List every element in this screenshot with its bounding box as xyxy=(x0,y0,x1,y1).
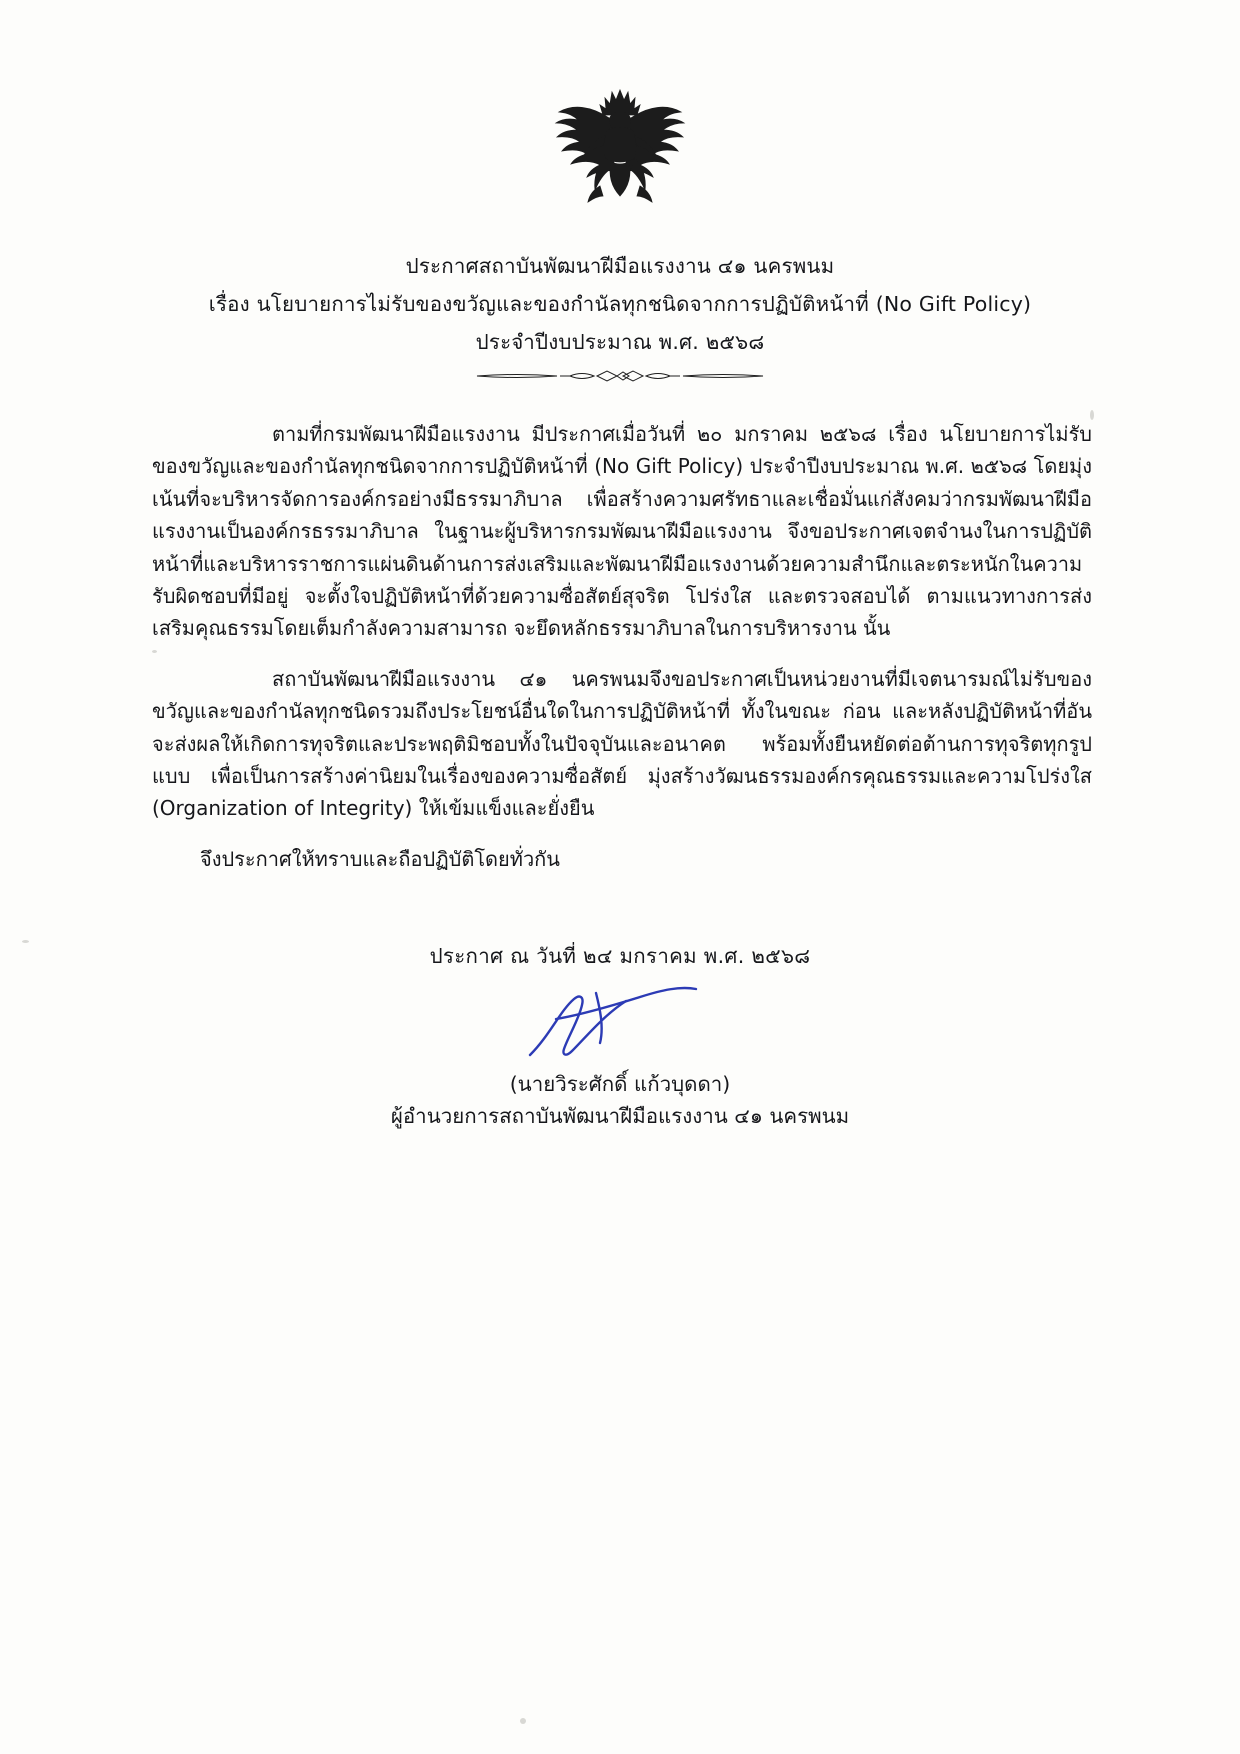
scan-speck xyxy=(152,650,157,653)
emblem-container xyxy=(0,78,1240,228)
closing-statement: จึงประกาศให้ทราบและถือปฏิบัติโดยทั่วกัน xyxy=(200,846,560,871)
divider xyxy=(0,368,1240,384)
signer-title: ผู้อำนวยการสถาบันพัฒนาฝีมือแรงงาน ๔๑ นครพนม xyxy=(390,1104,850,1128)
signer-name: (นายวิระศักดิ์ แก้วบุดดา) xyxy=(509,1072,731,1096)
announcement-date: ประกาศ ณ วันที่ ๒๔ มกราคม พ.ศ. ๒๕๖๘ xyxy=(429,944,811,968)
heading-line-3: ประจำปีงบประมาณ พ.ศ. ๒๕๖๘ xyxy=(475,329,765,354)
scan-speck xyxy=(1090,410,1094,420)
document-body xyxy=(152,418,1092,893)
scan-speck xyxy=(22,940,29,943)
paragraph-1: ตามที่กรมพัฒนาฝีมือแรงงาน มีประกาศเมื่อวันที่ ๒๐ มกราคม ๒๕๖๘ เรื่อง นโยบายการไม่รับของขวัญและของกำนัลทุกชนิดจากการปฏิบัติหน้าที่ (No Gift Policy) ประจำปีงบประมาณ พ.ศ. ๒๕๖๘ โดยมุ่งเน้นที่จะบริหารจัดการองค์กรอย่างมีธรรมาภิบาล เพื่อสร้างความศรัทธาและเชื่อมั่นแก่สังคมว่ากรมพัฒนาฝีมือแรงงานเป็นองค์กรธรรมาภิบาล ในฐานะผู้บริหารกรมพัฒนาฝีมือแรงงาน จึงขอประกาศเจตจำนงในการปฏิบัติหน้าที่และบริหารราชการแผ่นดินด้านการส่งเสริมและพัฒนาฝีมือแรงงานด้วยความสำนึกและตระหนักในความรับผิดชอบที่มีอยู่ จะตั้งใจปฏิบัติหน้าที่ด้วยความซื่อสัตย์สุจริต โปร่งใส และตรวจสอบได้ ตามแนวทางการส่งเสริมคุณธรรมโดยเต็มกำลังความสามารถ จะยึดหลักธรรมาภิบาลในการบริหารงาน นั้น xyxy=(152,422,1092,641)
signature-container xyxy=(0,975,1240,1070)
handwritten-signature-icon xyxy=(500,975,740,1070)
heading-line-1: ประกาศสถาบันพัฒนาฝีมือแรงงาน ๔๑ นครพนม xyxy=(405,254,835,278)
scan-speck xyxy=(520,1718,526,1724)
paragraph-2: สถาบันพัฒนาฝีมือแรงงาน ๔๑ นครพนมจึงขอประกาศเป็นหน่วยงานที่มีเจตนารมณ์ไม่รับของขวัญและของกำนัลทุกชนิดรวมถึงประโยชน์อื่นใดในการปฏิบัติหน้าที่ ทั้งในขณะ ก่อน และหลังปฏิบัติหน้าที่อันจะส่งผลให้เกิดการทุจริตและประพฤติมิชอบทั้งในปัจจุบันและอนาคต พร้อมทั้งยืนหยัดต่อต้านการทุจริตทุกรูปแบบ เพื่อเป็นการสร้างค่านิยมในเรื่องของความซื่อสัตย์ มุ่งสร้างวัฒนธรรมองค์กรคุณธรรมและความโปร่งใส (Organization of Integrity) ให้เข้มแข็งและยั่งยืน xyxy=(152,666,1092,821)
ornamental-divider-icon xyxy=(475,368,765,384)
heading-line-2: เรื่อง นโยบายการไม่รับของขวัญและของกำนัลทุกชนิดจากการปฏิบัติหน้าที่ (No Gift Policy) xyxy=(208,291,1032,316)
document-heading xyxy=(0,248,1240,362)
garuda-emblem-icon xyxy=(545,78,695,228)
